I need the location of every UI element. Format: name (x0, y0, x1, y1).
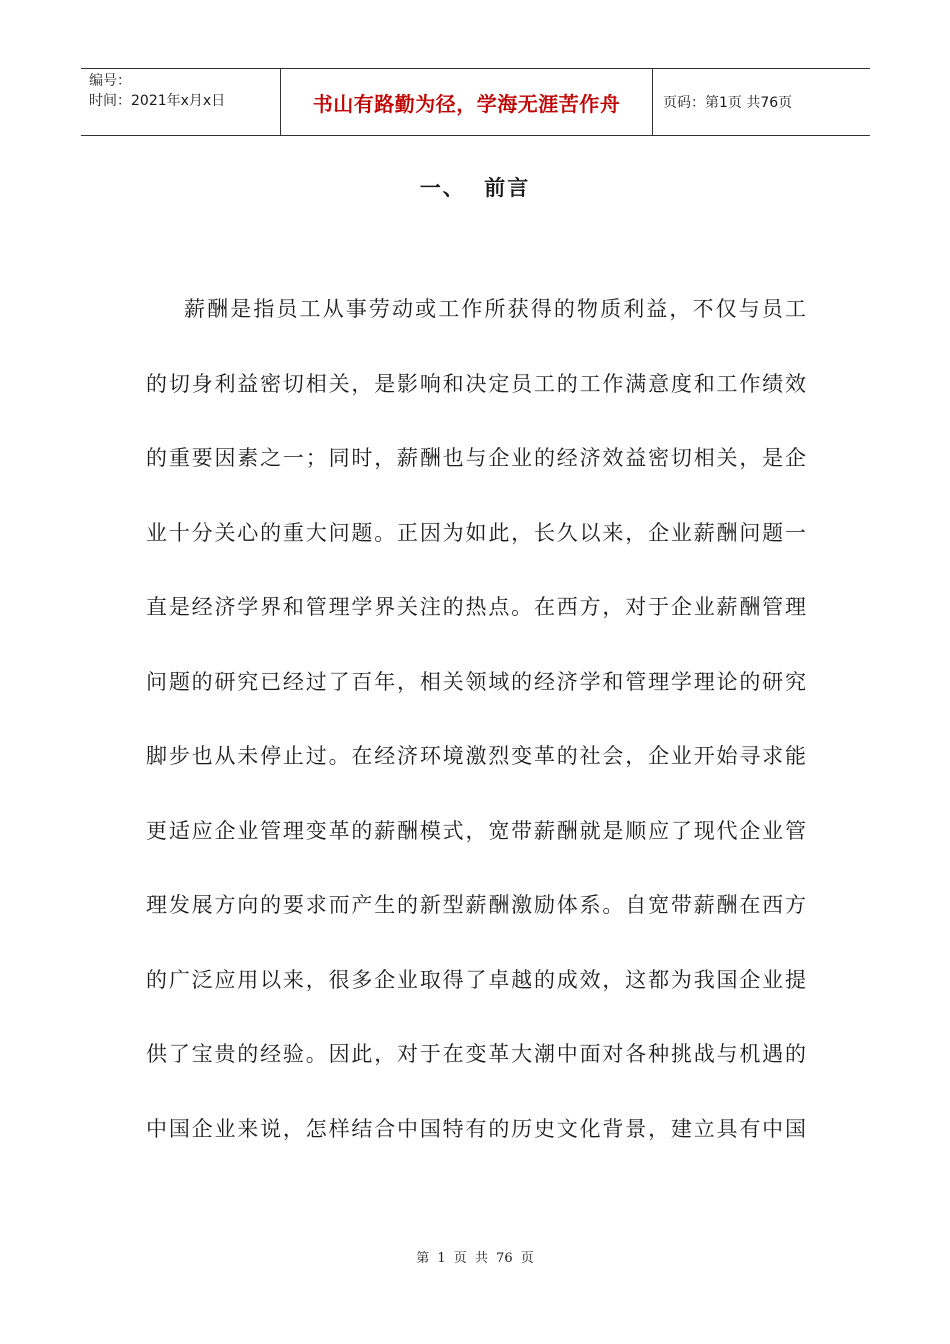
paragraph-line: 供了宝贵的经验。因此，对于在变革大潮中面对各种挑战与机遇的 (146, 1042, 806, 1066)
paragraph-line: 业十分关心的重大问题。正因为如此，长久以来，企业薪酬问题一 (146, 520, 806, 545)
paragraph-line: 薪酬是指员工从事劳动或工作所获得的物质利益，不仅与员工 (184, 297, 806, 321)
document-header (81, 68, 870, 136)
paragraph-line: 理发展方向的要求而产生的新型薪酬激励体系。自宽带薪酬在西方 (146, 893, 806, 917)
section-title: 一、 前言 (419, 176, 531, 200)
paragraph-line: 中国企业来说，怎样结合中国特有的历史文化背景，建立具有中国 (146, 1116, 806, 1141)
header-meta (81, 69, 281, 135)
paragraph-line: 脚步也从未停止过。在经济环境激烈变革的社会，企业开始寻求能 (146, 744, 806, 768)
header-page-info: 页码：第1页 共76页 (663, 95, 793, 111)
paragraph-line: 的重要因素之一；同时，薪酬也与企业的经济效益密切相关，是企 (146, 446, 806, 470)
paragraph-line: 问题的研究已经过了百年，相关领域的经济学和管理学理论的研究 (146, 669, 806, 694)
document-number-label: 编号： (89, 73, 131, 89)
paragraph-line: 的广泛应用以来，很多企业取得了卓越的成效，这都为我国企业提 (146, 967, 806, 992)
body-paragraph (146, 284, 806, 1178)
page-footer: 第 1 页 共 76 页 (416, 1251, 534, 1266)
paragraph-line: 直是经济学界和管理学界关注的热点。在西方，对于企业薪酬管理 (146, 595, 806, 619)
paragraph-line: 的切身利益密切相关，是影响和决定员工的工作满意度和工作绩效 (146, 371, 806, 396)
header-motto: 书山有路勤为径，学海无涯苦作舟 (281, 69, 653, 135)
paragraph-line: 更适应企业管理变革的薪酬模式，宽带薪酬就是顺应了现代企业管 (146, 818, 806, 843)
document-date: 时间：2021年x月x日 (89, 93, 226, 109)
